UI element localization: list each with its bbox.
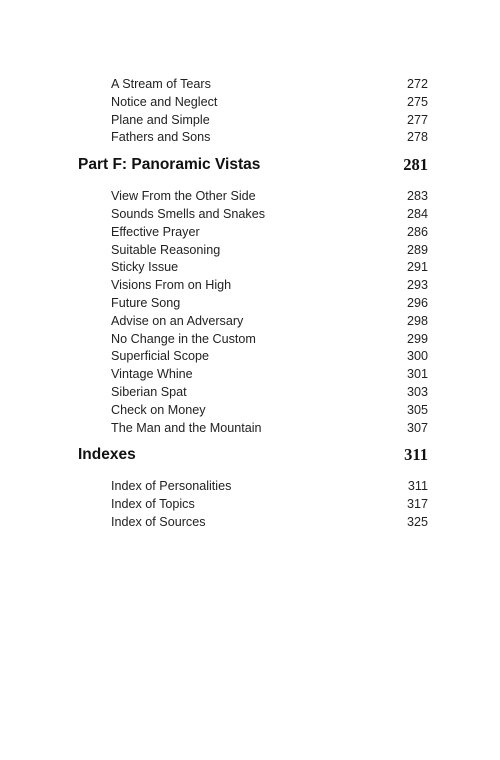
toc-entry: [78, 242, 428, 260]
toc-group: [78, 147, 428, 437]
toc-entry: [78, 224, 428, 242]
entry-title: Superficial Scope: [111, 349, 210, 364]
toc-entry: [78, 478, 428, 496]
toc-entry: [78, 129, 428, 147]
entry-title: Suitable Reasoning: [111, 242, 221, 257]
entry-title: Plane and Simple: [111, 112, 210, 127]
entry-page-number: 272: [406, 77, 428, 91]
toc-entry: [78, 206, 428, 224]
toc-entry: [78, 295, 428, 313]
entry-title: Fathers and Sons: [111, 130, 211, 145]
toc-entry: [78, 331, 428, 349]
entry-title: Check on Money: [111, 402, 206, 417]
entry-title: Index of Personalities: [111, 479, 232, 494]
entry-title: Visions From on High: [111, 278, 232, 293]
entry-page-number: 291: [406, 260, 428, 275]
entry-title: View From the Other Side: [111, 189, 256, 204]
entry-page-number: 317: [406, 497, 428, 512]
entry-page-number: 307: [406, 420, 428, 435]
toc-entry: [78, 384, 428, 402]
toc-entry: [78, 496, 428, 514]
entry-title: Effective Prayer: [111, 224, 200, 239]
entry-title: Advise on an Adversary: [111, 313, 244, 328]
entry-page-number: 284: [406, 206, 428, 221]
entry-page-number: 277: [406, 112, 428, 127]
entry-title: Index of Topics: [111, 497, 195, 512]
entry-title: Vintage Whine: [111, 367, 193, 382]
toc-entry: [78, 112, 428, 130]
part-page-number: 311: [404, 445, 428, 465]
entry-page-number: 299: [406, 331, 428, 346]
toc-entry: [78, 420, 428, 438]
entry-page-number: 311: [407, 479, 428, 494]
toc-entry: [78, 259, 428, 277]
table-of-contents: [78, 76, 428, 532]
part-title: Part F: Panoramic Vistas: [78, 156, 261, 174]
entry-page-number: 300: [406, 349, 428, 364]
entry-page-number: 298: [406, 313, 428, 328]
entry-title: No Change in the Custom: [111, 331, 256, 346]
toc-entry: [78, 313, 428, 331]
entry-title: A Stream of Tears: [111, 77, 211, 91]
toc-entry: [78, 514, 428, 532]
toc-entry: [78, 277, 428, 295]
entry-page-number: 286: [406, 224, 428, 239]
entry-title: Index of Sources: [111, 514, 206, 529]
entry-page-number: 278: [406, 130, 428, 145]
toc-entry: [78, 348, 428, 366]
toc-entry: [78, 366, 428, 384]
toc-group: [78, 76, 428, 147]
entry-page-number: 303: [406, 384, 428, 399]
toc-entry: [78, 94, 428, 112]
toc-part-heading: [78, 154, 428, 176]
toc-part-heading: [78, 444, 428, 466]
entry-title: Siberian Spat: [111, 384, 187, 399]
entry-title: Sounds Smells and Snakes: [111, 206, 266, 221]
part-page-number: 281: [403, 155, 428, 175]
entry-page-number: 275: [406, 94, 428, 109]
part-title: Indexes: [78, 446, 136, 464]
entry-page-number: 289: [406, 242, 428, 257]
entry-page-number: 293: [406, 278, 428, 293]
toc-group: [78, 437, 428, 531]
entry-page-number: 296: [406, 295, 428, 310]
entry-title: Sticky Issue: [111, 260, 179, 275]
toc-entry: [78, 402, 428, 420]
toc-entry: [78, 76, 428, 94]
entry-page-number: 283: [406, 189, 428, 204]
entry-title: Future Song: [111, 295, 181, 310]
toc-entry: [78, 188, 428, 206]
entry-page-number: 305: [406, 402, 428, 417]
entry-title: The Man and the Mountain: [111, 420, 262, 435]
entry-page-number: 301: [406, 367, 428, 382]
entry-page-number: 325: [406, 514, 428, 529]
entry-title: Notice and Neglect: [111, 94, 218, 109]
